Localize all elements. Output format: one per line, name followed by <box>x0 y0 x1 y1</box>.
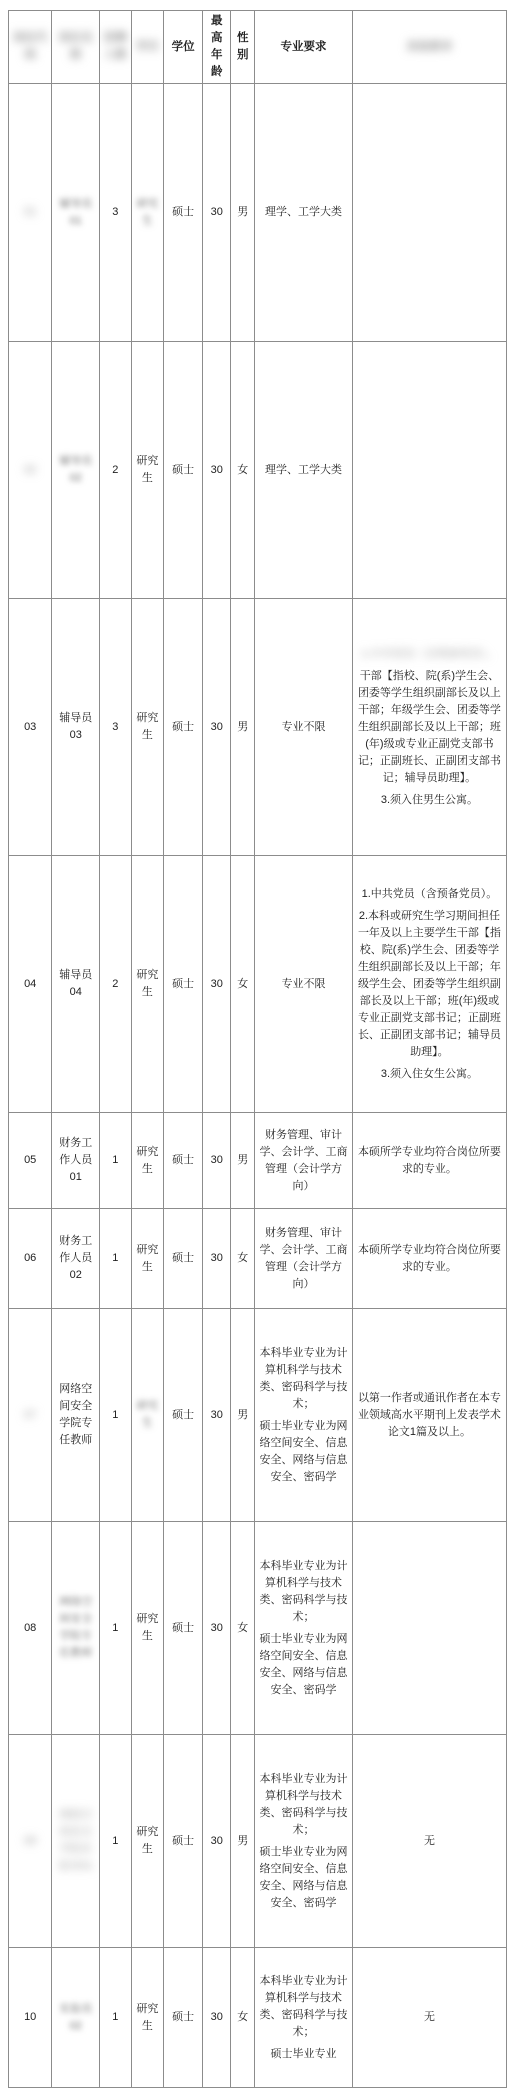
cell-degree: 硕士 <box>164 599 203 856</box>
header-age: 最高年龄 <box>203 11 231 84</box>
cell-sex: 男 <box>231 84 255 342</box>
cell-age: 30 <box>203 1948 231 2088</box>
cell-code: 06 <box>9 1209 52 1309</box>
header-edu: 学历 <box>131 11 164 84</box>
table-row <box>9 1113 507 1209</box>
header-count: 招聘人数 <box>100 11 131 84</box>
cell-degree: 硕士 <box>164 1209 203 1309</box>
cell-count: 1 <box>100 1735 131 1948</box>
cell-count: 1 <box>100 1209 131 1309</box>
header-code: 岗位代码 <box>9 11 52 84</box>
cell-code: 05 <box>9 1113 52 1209</box>
cell-other <box>352 84 506 342</box>
cell-age: 30 <box>203 1735 231 1948</box>
cell-age: 30 <box>203 1209 231 1309</box>
cell-code: 08 <box>9 1522 52 1735</box>
table-row <box>9 84 507 342</box>
cell-sex: 女 <box>231 856 255 1113</box>
cell-name: 辅导员01 <box>52 84 100 342</box>
cell-other: 无 <box>352 1735 506 1948</box>
cell-major: 专业不限 <box>255 856 353 1113</box>
requirement-item: 2.本科或研究生学习期间担任一年及以上主要学生干部【指校、院(系)学生会、团委等学生组织副部长及以上干部；年级学生会、团委等学生组织副部长及以上干部；班(年)级或专业正副党支部书记；正副班长、正副团支部书记；辅导员助理】。 <box>357 909 501 1058</box>
cell-count: 2 <box>100 342 131 599</box>
cell-count: 1 <box>100 1113 131 1209</box>
cell-edu: 研究生 <box>131 1948 164 2088</box>
major-item: 本科毕业专业为计算机科学与技术类、密码科学与技术； <box>259 1346 348 1410</box>
cell-count: 3 <box>100 84 131 342</box>
table-row <box>9 1522 507 1735</box>
cell-name: 财务工作人员02 <box>52 1209 100 1309</box>
cell-edu: 研究生 <box>131 1113 164 1209</box>
cell-name: 辅导员04 <box>52 856 100 1113</box>
cell-degree: 硕士 <box>164 1948 203 2088</box>
cell-edu: 研究生 <box>131 856 164 1113</box>
cell-degree: 硕士 <box>164 342 203 599</box>
requirement-item: 1.中共党员（含预备党员）。 <box>361 887 498 900</box>
cell-code: 01 <box>9 84 52 342</box>
cell-count: 2 <box>100 856 131 1113</box>
cell-other <box>352 1522 506 1735</box>
cell-degree: 硕士 <box>164 1309 203 1522</box>
table-row <box>9 599 507 856</box>
header-other: 其他要求 <box>352 11 506 84</box>
cell-other <box>352 1209 506 1309</box>
cell-age: 30 <box>203 1113 231 1209</box>
cell-code: 04 <box>9 856 52 1113</box>
cell-degree: 硕士 <box>164 84 203 342</box>
header-sex: 性别 <box>231 11 255 84</box>
cell-name: 实验员02 <box>52 1948 100 2088</box>
requirement-item: 3.须入住女生公寓。 <box>380 1067 479 1080</box>
requirement-item: 干部【指校、院(系)学生会、团委等学生组织副部长及以上干部；年级学生会、团委等学生组织副部长及以上干部；班(年)级或专业正副党支部书记；正副班长、正副团支部书记；辅导员助理】。 <box>357 669 501 784</box>
cell-name: 辅导员02 <box>52 342 100 599</box>
cell-major <box>255 1948 353 2088</box>
cell-edu: 研究生 <box>131 342 164 599</box>
table-row <box>9 1948 507 2088</box>
requirement-item: 本硕所学专业均符合岗位所要求的专业。 <box>357 1145 501 1175</box>
cell-other <box>352 1113 506 1209</box>
requirement-item: 1.中共党员（含预备党员）。 <box>361 647 498 660</box>
cell-other <box>352 342 506 599</box>
cell-major: 财务管理、审计学、会计学、工商管理（会计学方向） <box>255 1113 353 1209</box>
cell-sex: 男 <box>231 1113 255 1209</box>
cell-degree: 硕士 <box>164 1522 203 1735</box>
major-item: 本科毕业专业为计算机科学与技术类、密码科学与技术； <box>259 1559 348 1623</box>
cell-count: 1 <box>100 1522 131 1735</box>
cell-other <box>352 599 506 856</box>
cell-age: 30 <box>203 342 231 599</box>
cell-name: 网络空间安全学院专任教师 <box>52 1309 100 1522</box>
header-name: 岗位名称 <box>52 11 100 84</box>
cell-age: 30 <box>203 856 231 1113</box>
cell-name: 网络空间安全学院专任教师 <box>52 1522 100 1735</box>
cell-edu: 研究生 <box>131 1735 164 1948</box>
cell-major: 专业不限 <box>255 599 353 856</box>
cell-edu: 研究生 <box>131 1209 164 1309</box>
cell-name: 辅导员03 <box>52 599 100 856</box>
cell-major <box>255 1735 353 1948</box>
table-row <box>9 1735 507 1948</box>
requirement-item: 以第一作者或通讯作者在本专业领域高水平期刊上发表学术论文1篇及以上。 <box>357 1391 501 1438</box>
major-item: 硕士毕业专业 <box>270 2047 337 2060</box>
cell-other <box>352 856 506 1113</box>
cell-name: 网络空间安全学院实验员01 <box>52 1735 100 1948</box>
cell-age: 30 <box>203 1309 231 1522</box>
cell-sex: 女 <box>231 1948 255 2088</box>
major-item: 本科毕业专业为计算机科学与技术类、密码科学与技术； <box>259 1974 348 2038</box>
cell-code: 02 <box>9 342 52 599</box>
major-item: 硕士毕业专业为网络空间安全、信息安全、网络与信息安全、密码学 <box>259 1632 348 1696</box>
cell-edu: 研究生 <box>131 1522 164 1735</box>
cell-code: 10 <box>9 1948 52 2088</box>
cell-other: 无 <box>352 1948 506 2088</box>
cell-age: 30 <box>203 599 231 856</box>
cell-major <box>255 1309 353 1522</box>
cell-code: 07 <box>9 1309 52 1522</box>
cell-age: 30 <box>203 1522 231 1735</box>
header-major: 专业要求 <box>255 11 353 84</box>
cell-major: 财务管理、审计学、会计学、工商管理（会计学方向） <box>255 1209 353 1309</box>
cell-edu: 研究生 <box>131 599 164 856</box>
cell-edu: 研究生 <box>131 84 164 342</box>
cell-major <box>255 1522 353 1735</box>
requirement-item: 本硕所学专业均符合岗位所要求的专业。 <box>357 1243 501 1273</box>
recruitment-table <box>8 10 507 2088</box>
cell-degree: 硕士 <box>164 1113 203 1209</box>
cell-sex: 女 <box>231 1209 255 1309</box>
cell-code: 03 <box>9 599 52 856</box>
major-item: 硕士毕业专业为网络空间安全、信息安全、网络与信息安全、密码学 <box>259 1845 348 1909</box>
requirement-item: 3.须入住男生公寓。 <box>380 793 479 806</box>
cell-degree: 硕士 <box>164 1735 203 1948</box>
cell-sex: 男 <box>231 1735 255 1948</box>
cell-major: 理学、工学大类 <box>255 342 353 599</box>
cell-major: 理学、工学大类 <box>255 84 353 342</box>
cell-count: 1 <box>100 1948 131 2088</box>
header-row <box>9 11 507 84</box>
cell-count: 3 <box>100 599 131 856</box>
major-item: 本科毕业专业为计算机科学与技术类、密码科学与技术； <box>259 1772 348 1836</box>
cell-sex: 男 <box>231 599 255 856</box>
table-row <box>9 856 507 1113</box>
cell-code: 09 <box>9 1735 52 1948</box>
cell-sex: 女 <box>231 1522 255 1735</box>
major-item: 硕士毕业专业为网络空间安全、信息安全、网络与信息安全、密码学 <box>259 1419 348 1483</box>
cell-sex: 男 <box>231 1309 255 1522</box>
cell-edu: 研究生 <box>131 1309 164 1522</box>
cell-count: 1 <box>100 1309 131 1522</box>
cell-age: 30 <box>203 84 231 342</box>
cell-sex: 女 <box>231 342 255 599</box>
cell-other <box>352 1309 506 1522</box>
cell-degree: 硕士 <box>164 856 203 1113</box>
header-degree: 学位 <box>164 11 203 84</box>
table-row <box>9 342 507 599</box>
table-row <box>9 1209 507 1309</box>
table-row <box>9 1309 507 1522</box>
cell-name: 财务工作人员01 <box>52 1113 100 1209</box>
